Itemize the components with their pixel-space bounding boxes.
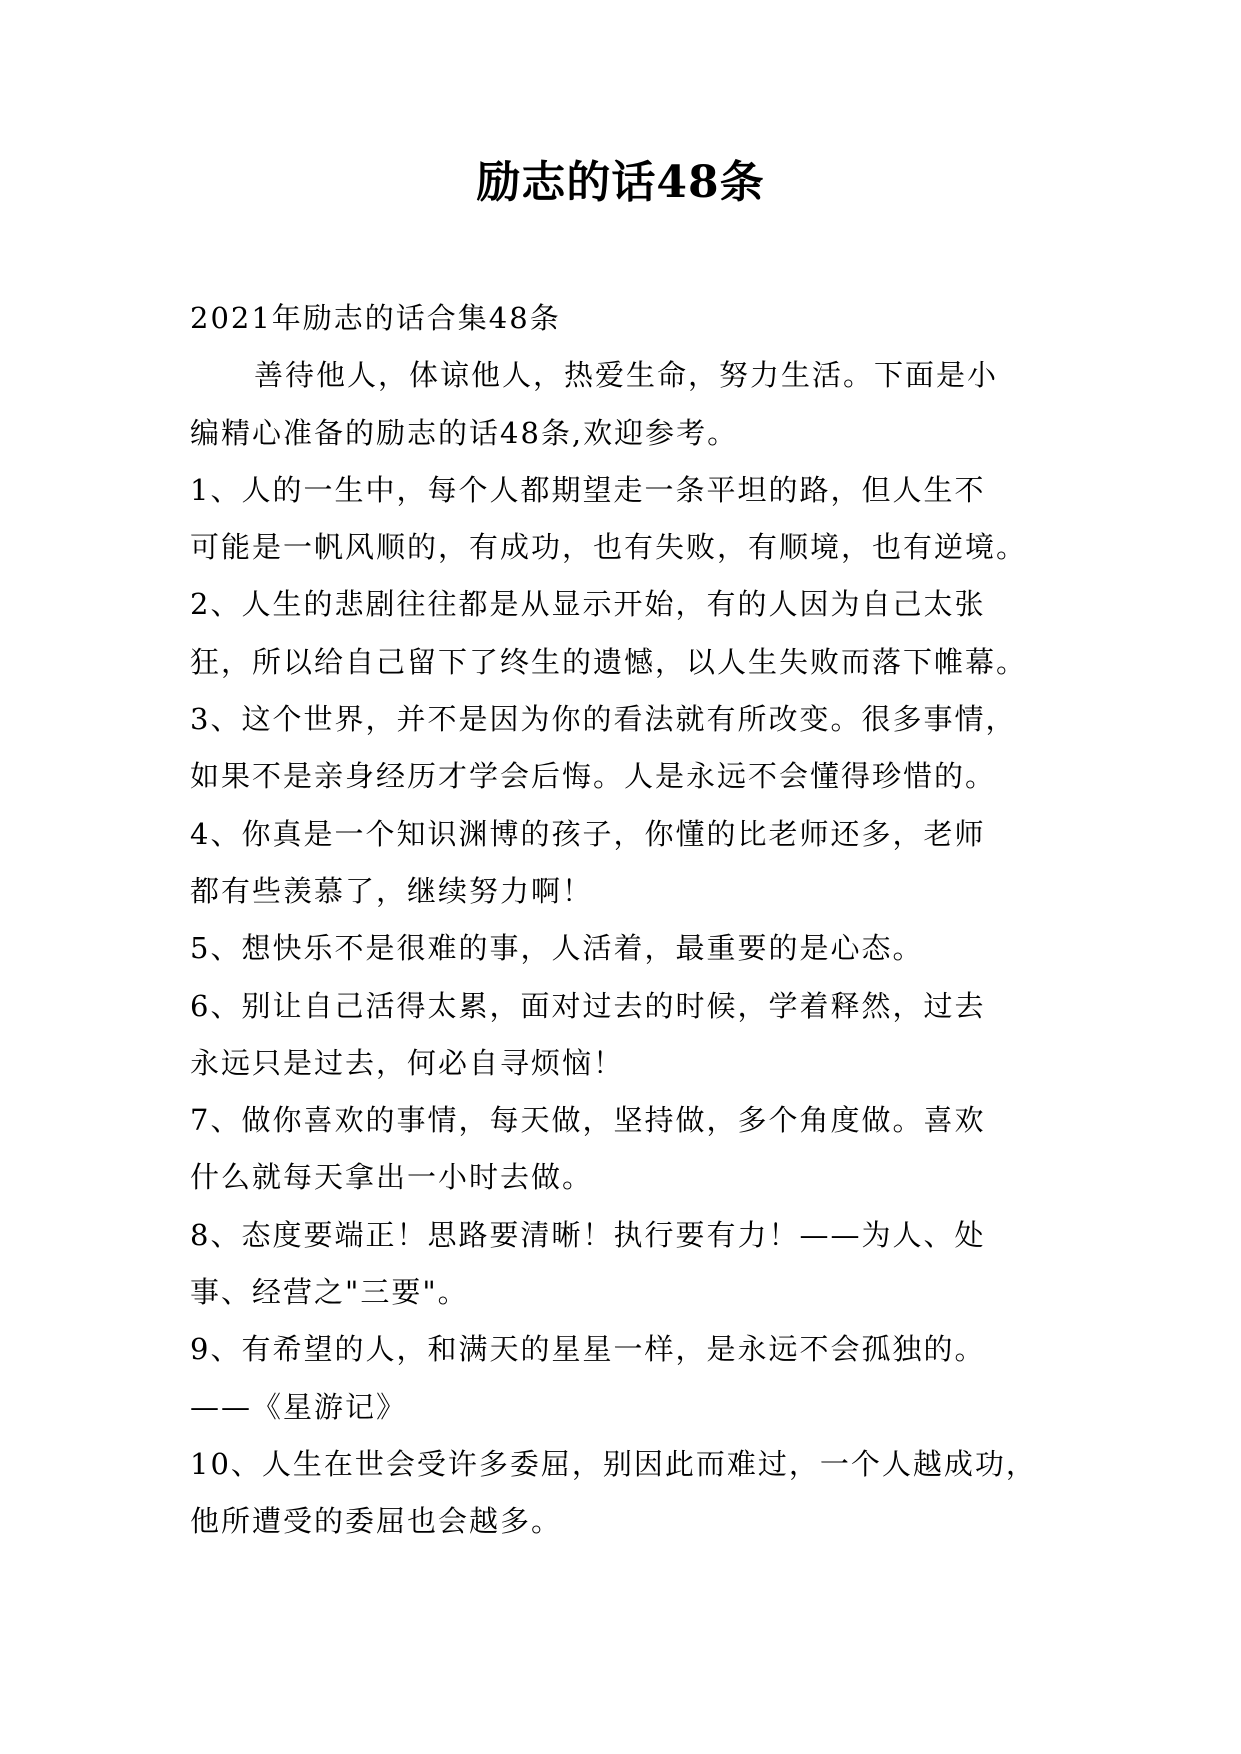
quote-8-line-2: 事、经营之"三要"。 <box>190 1275 469 1310</box>
quote-4-line-1: 4、你真是一个知识渊博的孩子，你懂的比老师还多，老师 <box>190 816 986 851</box>
document-title: 励志的话48条 <box>476 157 765 208</box>
intro-line-2: 编精心准备的励志的话48条,欢迎参考。 <box>190 415 739 450</box>
intro-line-1: 善待他人，体谅他人，热爱生命，努力生活。下面是小 <box>254 358 999 393</box>
quote-10-line-2: 他所遭受的委屈也会越多。 <box>190 1504 563 1539</box>
quote-3-line-1: 3、这个世界，并不是因为你的看法就有所改变。很多事情， <box>190 702 1017 737</box>
quote-7-line-1: 7、做你喜欢的事情，每天做，坚持做，多个角度做。喜欢 <box>190 1103 986 1138</box>
quote-1-line-1: 1、人的一生中，每个人都期望走一条平坦的路，但人生不 <box>190 472 986 507</box>
quote-6-line-2: 永远只是过去，何必自寻烦恼！ <box>190 1045 625 1080</box>
document-body <box>190 290 1070 1551</box>
quote-9-line-2: ——《星游记》 <box>190 1389 408 1424</box>
quote-6-line-1: 6、别让自己活得太累，面对过去的时候，学着释然，过去 <box>190 988 986 1023</box>
quote-4-line-2: 都有些羡慕了，继续努力啊！ <box>190 873 594 908</box>
quote-3-line-2: 如果不是亲身经历才学会后悔。人是永远不会懂得珍惜的。 <box>190 759 997 794</box>
quote-8-line-1: 8、态度要端正！思路要清晰！执行要有力！——为人、处 <box>190 1217 986 1252</box>
quote-2-line-2: 狂，所以给自己留下了终生的遗憾，以人生失败而落下帷幕。 <box>190 644 1028 679</box>
quote-10-line-1: 10、人生在世会受许多委屈，别因此而难过，一个人越成功， <box>190 1446 1037 1481</box>
quote-1-line-2: 可能是一帆风顺的，有成功，也有失败，有顺境，也有逆境。 <box>190 530 1028 565</box>
subtitle-line: 2021年励志的话合集48条 <box>190 301 561 335</box>
quote-2-line-1: 2、人生的悲剧往往都是从显示开始，有的人因为自己太张 <box>190 587 986 622</box>
quote-7-line-2: 什么就每天拿出一小时去做。 <box>190 1160 594 1195</box>
quote-9-line-1: 9、有希望的人，和满天的星星一样，是永远不会孤独的。 <box>190 1332 986 1367</box>
quote-5-line-1: 5、想快乐不是很难的事，人活着，最重要的是心态。 <box>190 931 924 966</box>
